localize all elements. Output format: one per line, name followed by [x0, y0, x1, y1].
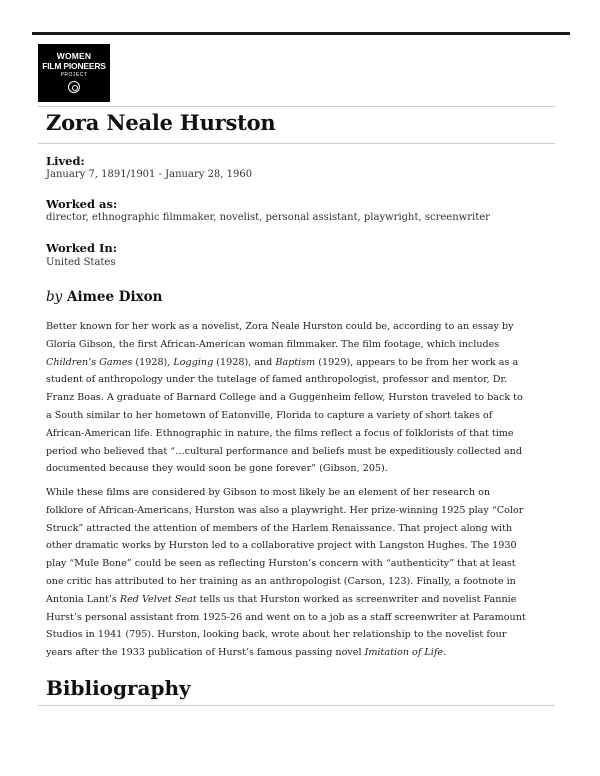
worked-as-value: director, ethnographic filmmaker, novelist, personal assistant, playwright, screenwriter: [46, 212, 490, 223]
italic-title: Red Velvet Seat: [119, 593, 197, 605]
text-line: play “Mule Bone” could be seen as reflecting Hurston’s concern with “authenticity” that at least: [46, 558, 516, 570]
text-line: Gloria Gibson, the first African-American woman filmmaker. The film footage, which includes: [46, 338, 500, 350]
text-line: Franz Boas. A graduate of Barnard College and a Guggenheim fellow, Hurston traveled to back to: [46, 392, 523, 404]
text-line: Better known for her work as a novelist, Zora Neale Hurston could be, according to an essay by: [46, 321, 514, 332]
text-line: Studios in 1941 (795). Hurston, looking back, wrote about her relationship to the novelist four: [46, 629, 507, 641]
logo-line-1: WOMEN: [56, 51, 92, 61]
logo-seal-icon: [68, 81, 80, 93]
page-title: Zora Neale Hurston: [46, 110, 276, 135]
text-line: folklore of African-Americans, Hurston was also a playwright. Her prize-winning 1925 play “Color: [46, 504, 524, 516]
author-name[interactable]: Aimee Dixon: [66, 289, 163, 305]
text-line: Antonia Lant’s Red Velvet Seat tells us that Hurston worked as screenwriter and novelist Fannie: [46, 593, 517, 605]
women-film-pioneers-logo[interactable]: [38, 44, 110, 102]
text-line: Hurst’s personal assistant from 1925-26 and went on to a job as a staff screenwriter at Paramount: [46, 611, 526, 623]
text-line: one critic has attributed to her training as an anthropologist (Carson, 123). Finally, a footnote in: [46, 575, 516, 587]
byline: [46, 288, 162, 306]
lived-value: January 7, 1891/1901 - January 28, 1960: [46, 169, 253, 180]
italic-title: Logging: [173, 356, 214, 368]
text-line: Struck” attracted the attention of members of the Harlem Renaissance. That project along with: [46, 522, 513, 534]
worked-in-label: Worked In:: [46, 241, 118, 255]
paragraph-1: [46, 318, 554, 478]
byline-by: by: [46, 289, 63, 305]
text-line: documented because they would soon be gone forever” (Gibson, 205).: [46, 463, 388, 475]
text-line: Children’s Games (1928), Logging (1928), and Baptism (1929), appears to be from her work as a: [46, 356, 519, 368]
text-line: While these films are considered by Gibson to most likely be an element of her research on: [46, 487, 491, 498]
worked-as-label: Worked as:: [46, 197, 118, 211]
bibliography-heading: Bibliography: [46, 676, 191, 700]
bibliography-divider: [38, 705, 555, 706]
paragraph-2: [46, 484, 554, 662]
text-line: other dramatic works by Hurston led to a collaborative project with Langston Hughes. The 1930: [46, 540, 517, 552]
text-line: African-American life. Ethnographic in nature, the films reflect a focus of folklorists of that time: [46, 427, 514, 439]
title-divider: [38, 143, 555, 144]
logo-line-3: PROJECT: [60, 72, 88, 78]
italic-title: Children’s Games: [46, 356, 133, 368]
logo-line-2: FILM PIONEERS: [42, 61, 106, 71]
text-line: period who believed that “…cultural performance and beliefs must be expeditiously collected and: [46, 445, 523, 457]
text-line: a South similar to her hometown of Eatonville, Florida to capture a variety of short takes of: [46, 409, 493, 421]
italic-title: Imitation of Life: [364, 647, 444, 659]
header-divider: [38, 106, 555, 107]
text-line: years after the 1933 publication of Hurst’s famous passing novel Imitation of Life.: [46, 647, 447, 659]
lived-label: Lived:: [46, 154, 85, 168]
text-line: student of anthropology under the tutelage of famed anthropologist, professor and mentor, Dr.: [46, 374, 508, 386]
italic-title: Baptism: [275, 356, 316, 368]
top-rule: [32, 32, 570, 35]
worked-in-value: United States: [46, 257, 116, 268]
